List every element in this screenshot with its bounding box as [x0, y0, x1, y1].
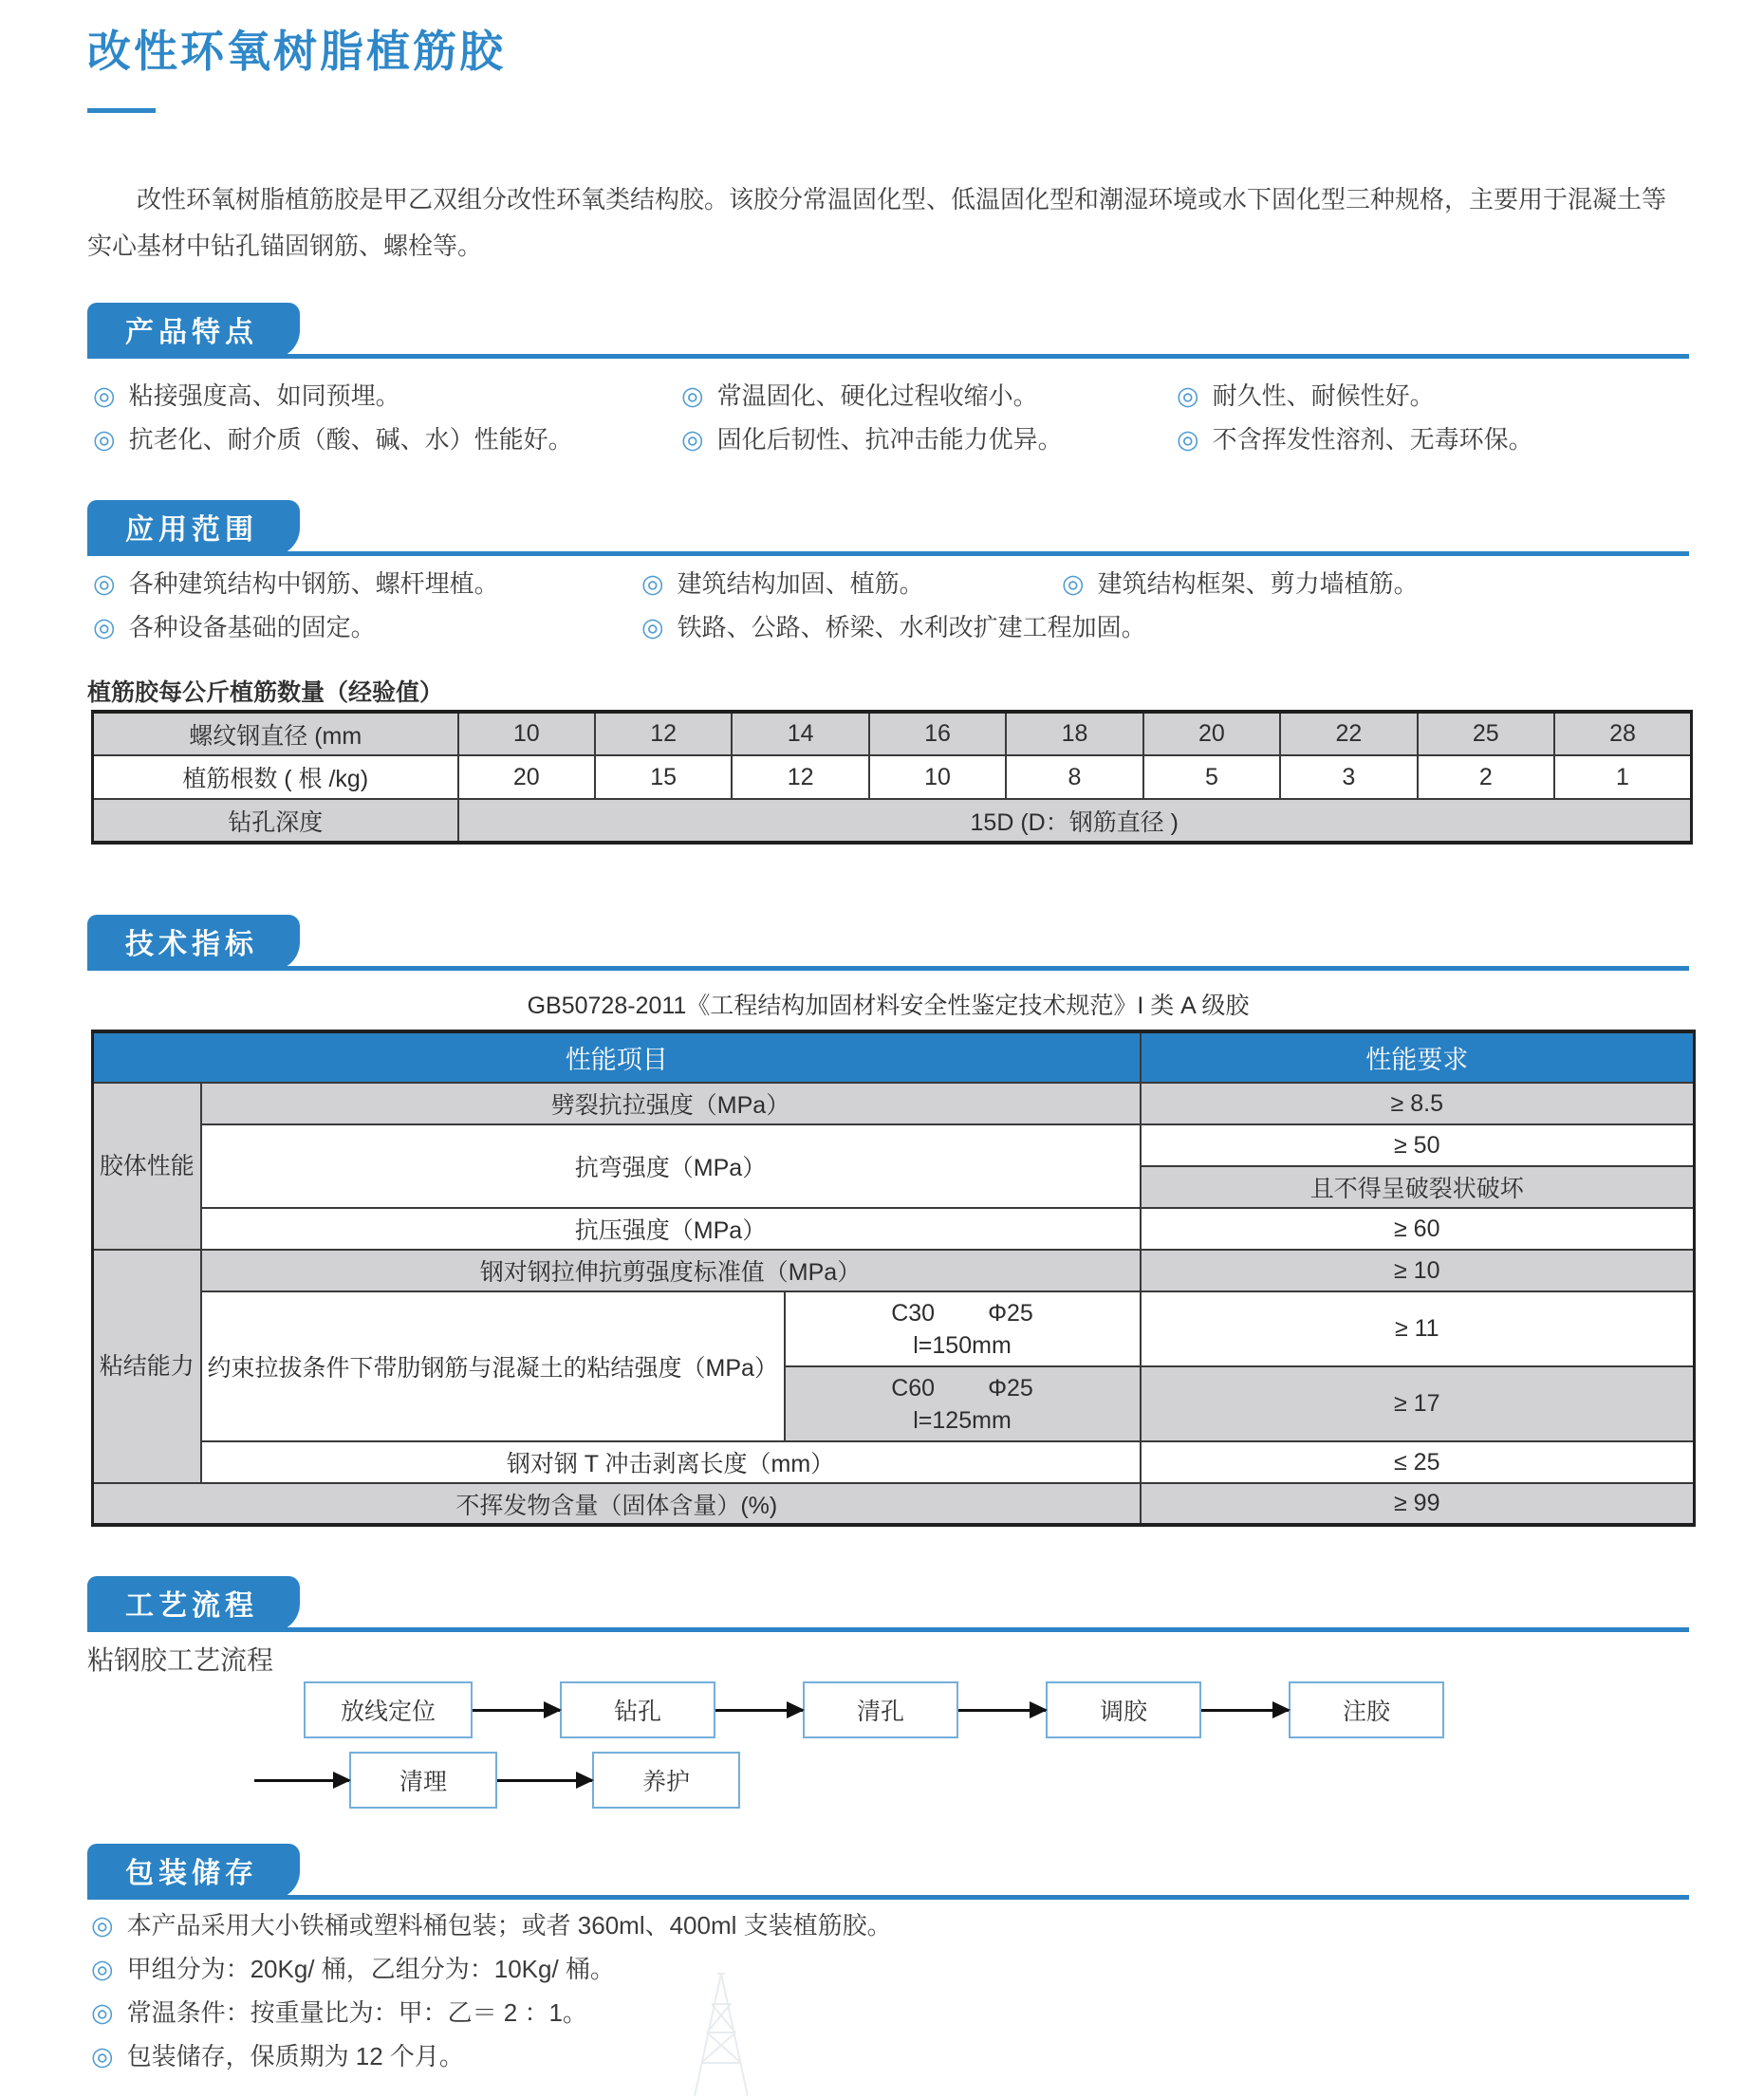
bullet-icon: ◎: [641, 569, 664, 598]
section-header-tech: [87, 916, 1689, 971]
application-item: [641, 615, 1146, 640]
table-row: [93, 799, 1692, 843]
features-column-2: [681, 383, 1063, 471]
table-row: [93, 1031, 1695, 1083]
bullet-icon: ◎: [93, 381, 116, 410]
applications-column-1: [93, 571, 499, 659]
bullet-icon: ◎: [93, 425, 116, 454]
bullet-icon: ◎: [93, 613, 116, 641]
process-flow-label: 粘钢胶工艺流程: [87, 1645, 274, 1675]
tech-spec-table: [91, 1030, 1696, 1527]
section-rule: [87, 551, 1689, 556]
cell: 10: [458, 712, 595, 755]
application-item: [1062, 571, 1419, 596]
cell: 16: [869, 712, 1006, 755]
flow-arrow-icon: [254, 1779, 349, 1782]
storage-text: 本产品采用大小铁桶或塑料桶包装；或者 360ml、400ml 支装植筋胶。: [126, 1911, 892, 1940]
application-text: 铁路、公路、桥梁、水利改扩建工程加固。: [677, 613, 1146, 641]
condition-grade: C60: [891, 1374, 936, 1402]
cell: 2: [1418, 755, 1554, 799]
row-header: 植筋根数 ( 根 /kg): [93, 755, 458, 799]
title-underline: [87, 108, 156, 113]
group-label-glue: 胶体性能: [93, 1083, 201, 1250]
flow-arrow-icon: [715, 1709, 803, 1712]
bullet-icon: ◎: [681, 425, 704, 454]
cell: 12: [732, 755, 868, 799]
process-flow-row-1: [304, 1681, 1444, 1738]
row-header: 钻孔深度: [93, 799, 458, 843]
intro-paragraph: 改性环氧树脂植筋胶是甲乙双组分改性环氧类结构胶。该胶分常温固化型、低温固化型和潮湿环境或水下固化型三种规格，主要用于混凝土等实心基材中钻孔锚固钢筋、螺栓等。: [87, 185, 1667, 260]
feature-text: 常温固化、硬化过程收缩小。: [716, 381, 1038, 410]
section-badge-tech: 技术指标: [87, 915, 300, 971]
section-header-process: [87, 1577, 1689, 1632]
cell: 22: [1280, 712, 1417, 755]
req-cell: ≥ 60: [1141, 1208, 1695, 1250]
table-row: [93, 1208, 1695, 1250]
page-title: 改性环氧树脂植筋胶: [87, 27, 506, 76]
flow-step: 放线定位: [304, 1681, 473, 1738]
cell: 15: [595, 755, 732, 799]
bullet-icon: ◎: [641, 613, 664, 641]
section-badge-features: 产品特点: [87, 303, 300, 359]
application-text: 各种建筑结构中钢筋、螺杆埋植。: [128, 569, 499, 598]
application-item: [93, 571, 499, 596]
rebar-count-table: [91, 710, 1693, 845]
req-cell: ≥ 17: [1141, 1366, 1695, 1441]
bullet-icon: ◎: [1177, 381, 1199, 410]
cell: 20: [1143, 712, 1280, 755]
table-row: [93, 1083, 1695, 1124]
item-cell: 抗压强度（MPa）: [201, 1208, 1141, 1250]
flow-arrow-icon: [1201, 1709, 1289, 1712]
feature-text: 耐久性、耐候性好。: [1212, 381, 1435, 410]
req-cell: ≥ 99: [1141, 1483, 1695, 1525]
item-cell: 不挥发物含量（固体含量）(%): [93, 1483, 1141, 1525]
section-badge-applications: 应用范围: [87, 500, 300, 556]
flow-step: 清孔: [803, 1681, 958, 1738]
section-badge-process: 工艺流程: [87, 1576, 300, 1632]
condition-length: l=150mm: [913, 1331, 1012, 1359]
cell: 3: [1280, 755, 1417, 799]
table-row: [93, 1124, 1695, 1166]
item-cell: 约束拉拔条件下带肋钢筋与混凝土的粘结强度（MPa）: [201, 1291, 785, 1441]
feature-text: 粘接强度高、如同预埋。: [128, 381, 400, 410]
bullet-icon: ◎: [681, 381, 704, 410]
feature-item: [681, 427, 1063, 452]
condition-cell: [785, 1291, 1141, 1366]
features-column-3: [1177, 383, 1533, 471]
flow-arrow-icon: [473, 1709, 560, 1712]
condition-diameter: Φ25: [988, 1374, 1033, 1402]
cell: 14: [732, 712, 868, 755]
table-row: [93, 1250, 1695, 1291]
section-rule: [87, 966, 1689, 971]
req-cell: ≥ 8.5: [1141, 1083, 1695, 1124]
feature-text: 不含挥发性溶剂、无毒环保。: [1212, 425, 1533, 454]
table-row: [93, 1291, 1695, 1366]
table-row: [93, 755, 1692, 799]
bullet-icon: ◎: [91, 1911, 114, 1940]
cell: 25: [1418, 712, 1554, 755]
storage-text: 甲组分为：20Kg/ 桶，乙组分为：10Kg/ 桶。: [126, 1955, 615, 1983]
item-cell: 抗弯强度（MPa）: [201, 1124, 1141, 1208]
table-row: [93, 712, 1692, 755]
tech-standard-caption: GB50728-2011《工程结构加固材料安全性鉴定技术规范》I 类 A 级胶: [527, 993, 1250, 1019]
bullet-icon: ◎: [91, 2042, 114, 2070]
feature-item: [93, 427, 573, 452]
item-cell: 钢对钢拉伸抗剪强度标准值（MPa）: [201, 1250, 1141, 1291]
section-header-storage: [87, 1845, 1689, 1900]
storage-item: [91, 1913, 892, 1938]
features-column-1: [93, 383, 573, 471]
flow-step: 注胶: [1289, 1681, 1444, 1738]
req-cell: ≥ 50: [1141, 1124, 1695, 1166]
table-row: [93, 1483, 1695, 1525]
cell: 28: [1554, 712, 1692, 755]
feature-text: 抗老化、耐介质（酸、碱、水）性能好。: [128, 425, 573, 454]
table-row: [93, 1441, 1695, 1483]
req-cell: ≤ 25: [1141, 1441, 1695, 1483]
storage-text: 常温条件：按重量比为：甲：乙＝ 2 ：1。: [126, 1998, 587, 2027]
cell: 18: [1006, 712, 1142, 755]
application-text: 建筑结构框架、剪力墙植筋。: [1097, 569, 1419, 598]
bullet-icon: ◎: [1062, 569, 1085, 598]
feature-item: [1177, 383, 1533, 408]
item-cell: 钢对钢 T 冲击剥离长度（mm）: [201, 1441, 1141, 1483]
cell: 10: [869, 755, 1006, 799]
feature-item: [1177, 427, 1533, 452]
condition-cell: [785, 1366, 1141, 1441]
feature-item: [681, 383, 1063, 408]
row-header: 螺纹钢直径 (mm: [93, 712, 458, 755]
bullet-icon: ◎: [91, 1955, 114, 1983]
flow-arrow-icon: [958, 1709, 1046, 1712]
cell: 20: [458, 755, 595, 799]
applications-column-3: [1062, 571, 1419, 615]
req-cell: 且不得呈破裂状破坏: [1141, 1166, 1695, 1208]
cell: 8: [1006, 755, 1142, 799]
condition-length: l=125mm: [913, 1406, 1012, 1434]
watermark-graphic: [626, 1972, 816, 2098]
flow-step: 钻孔: [560, 1681, 715, 1738]
req-cell: ≥ 10: [1141, 1250, 1695, 1291]
req-cell: ≥ 11: [1141, 1291, 1695, 1366]
application-text: 建筑结构加固、植筋。: [677, 569, 924, 598]
column-header-req: 性能要求: [1141, 1031, 1695, 1083]
section-badge-storage: 包装储存: [87, 1844, 300, 1900]
bullet-icon: ◎: [91, 1998, 114, 2027]
bullet-icon: ◎: [93, 569, 116, 598]
flow-step: 清理: [349, 1752, 497, 1809]
cell: 12: [595, 712, 732, 755]
cell: 1: [1554, 755, 1692, 799]
condition-diameter: Φ25: [988, 1299, 1033, 1327]
bullet-icon: ◎: [1177, 425, 1199, 454]
storage-text: 包装储存，保质期为 12 个月。: [126, 2042, 464, 2070]
condition-grade: C30: [891, 1299, 936, 1327]
feature-text: 固化后韧性、抗冲击能力优异。: [716, 425, 1063, 454]
application-item: [93, 615, 499, 640]
application-text: 各种设备基础的固定。: [128, 613, 376, 641]
flow-arrow-icon: [497, 1779, 592, 1782]
feature-item: [93, 383, 573, 408]
item-cell: 劈裂抗拉强度（MPa）: [201, 1083, 1141, 1124]
column-header-item: 性能项目: [93, 1031, 1141, 1083]
rebar-table-label: 植筋胶每公斤植筋数量（经验值）: [87, 679, 444, 706]
cell: 15D (D：钢筋直径 ): [458, 799, 1692, 843]
section-rule: [87, 354, 1689, 359]
section-header-features: [87, 304, 1689, 359]
process-flow-row-2: [254, 1752, 740, 1809]
flow-step: 养护: [592, 1752, 740, 1809]
cell: 5: [1143, 755, 1280, 799]
section-rule: [87, 1627, 1689, 1632]
section-header-applications: [87, 501, 1689, 556]
flow-step: 调胶: [1046, 1681, 1201, 1738]
section-rule: [87, 1895, 1689, 1900]
group-label-bond: 粘结能力: [93, 1250, 201, 1483]
